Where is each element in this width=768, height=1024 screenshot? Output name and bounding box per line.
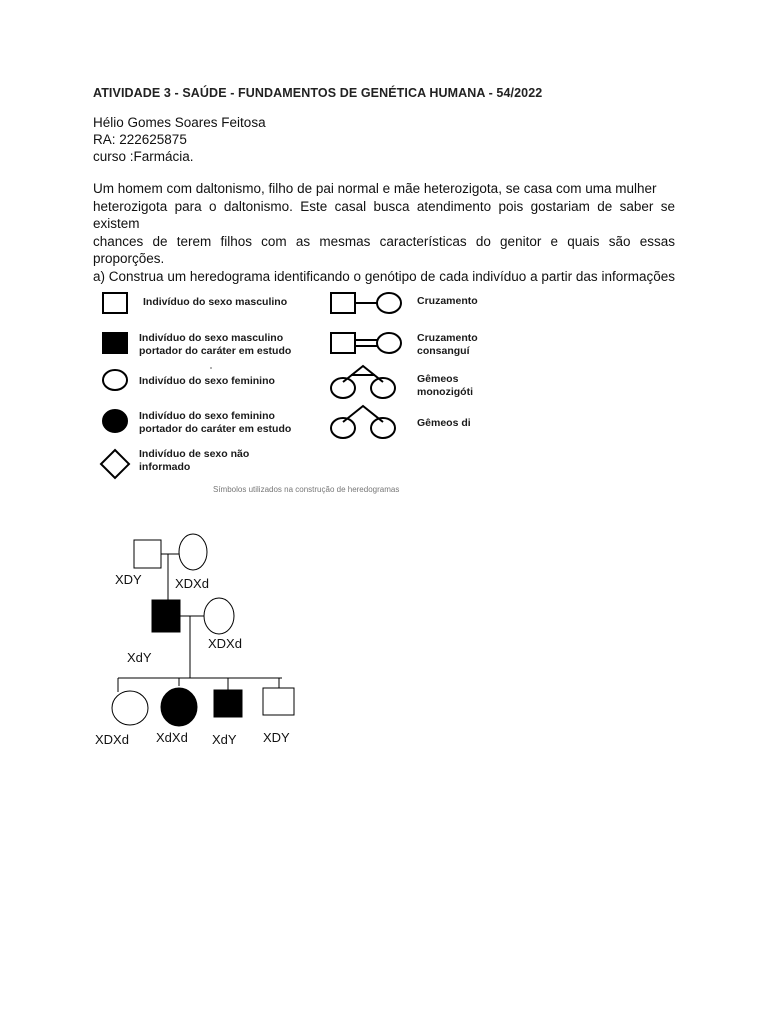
unknown-sex-symbol bbox=[101, 450, 129, 478]
genotype-grandmother: XDXd bbox=[175, 576, 209, 591]
question-line-3: chances de terem filhos com as mesmas características do genitor e quais são essas proporções. bbox=[93, 233, 675, 267]
legend-di-label: Gêmeos di bbox=[417, 417, 471, 429]
genotype-child4: XDY bbox=[263, 730, 290, 745]
genotype-grandfather: XDY bbox=[115, 572, 142, 587]
legend-caption: Símbolos utilizados na construção de heredogramas bbox=[213, 485, 400, 494]
genotype-mother: XDXd bbox=[208, 636, 242, 651]
question-line-2: heterozigota para o daltonismo. Este casal busca atendimento pois gostariam de saber se existem bbox=[93, 198, 675, 232]
father-symbol bbox=[152, 600, 180, 632]
grandfather-symbol bbox=[134, 540, 161, 568]
grandmother-symbol bbox=[179, 534, 207, 570]
pedigree-symbols-legend bbox=[93, 284, 479, 500]
female-affected-symbol bbox=[103, 410, 127, 432]
genotype-father: XdY bbox=[127, 650, 152, 665]
legend-unknown-label-1: Indivíduo de sexo não bbox=[139, 448, 250, 460]
child2-symbol bbox=[161, 688, 197, 726]
female-symbol bbox=[103, 370, 127, 390]
genotype-child2: XdXd bbox=[156, 730, 188, 745]
author-ra: RA: 222625875 bbox=[93, 132, 187, 147]
consang-male-symbol bbox=[331, 333, 355, 353]
legend-unknown-label-2: informado bbox=[139, 461, 191, 473]
legend-male-affected-label-1: Indivíduo do sexo masculino bbox=[139, 332, 284, 344]
child4-symbol bbox=[263, 688, 294, 715]
pedigree-chart bbox=[90, 520, 330, 760]
genotype-child3: XdY bbox=[212, 732, 237, 747]
legend-mono-label-2: monozigóti bbox=[417, 386, 473, 398]
cross-male-symbol bbox=[331, 293, 355, 313]
legend-mono-label-1: Gêmeos bbox=[417, 373, 459, 385]
author-name: Hélio Gomes Soares Feitosa bbox=[93, 115, 266, 130]
male-affected-symbol bbox=[103, 333, 127, 353]
legend-consang-label-1: Cruzamento bbox=[417, 332, 478, 344]
legend-female-affected-label-2: portador do caráter em estudo bbox=[139, 423, 292, 435]
legend-female-affected-label-1: Indivíduo do sexo feminino bbox=[139, 410, 275, 422]
legend-male-affected-label-2: portador do caráter em estudo bbox=[139, 345, 292, 357]
author-course: curso :Farmácia. bbox=[93, 149, 194, 164]
mother-symbol bbox=[204, 598, 234, 634]
cross-female-symbol bbox=[377, 293, 401, 313]
legend-female-label: Indivíduo do sexo feminino bbox=[139, 375, 275, 387]
consang-female-symbol bbox=[377, 333, 401, 353]
legend-cross-label: Cruzamento bbox=[417, 295, 478, 307]
genotype-child1: XDXd bbox=[95, 732, 129, 747]
author-block bbox=[93, 114, 266, 165]
question-line-1: Um homem com daltonismo, filho de pai normal e mãe heterozigota, se casa com uma mulher bbox=[93, 181, 657, 196]
question-line-4: a) Construa um heredograma identificando o genótipo de cada indivíduo a partir das informações bbox=[93, 268, 675, 284]
male-symbol bbox=[103, 293, 127, 313]
legend-consang-label-2: consanguí bbox=[417, 345, 470, 357]
document-title: ATIVIDADE 3 - SAÚDE - FUNDAMENTOS DE GENÉTICA HUMANA - 54/2022 bbox=[93, 86, 543, 100]
child1-symbol bbox=[112, 691, 148, 725]
child3-symbol bbox=[214, 690, 242, 717]
legend-male-label: Indivíduo do sexo masculino bbox=[143, 296, 288, 308]
